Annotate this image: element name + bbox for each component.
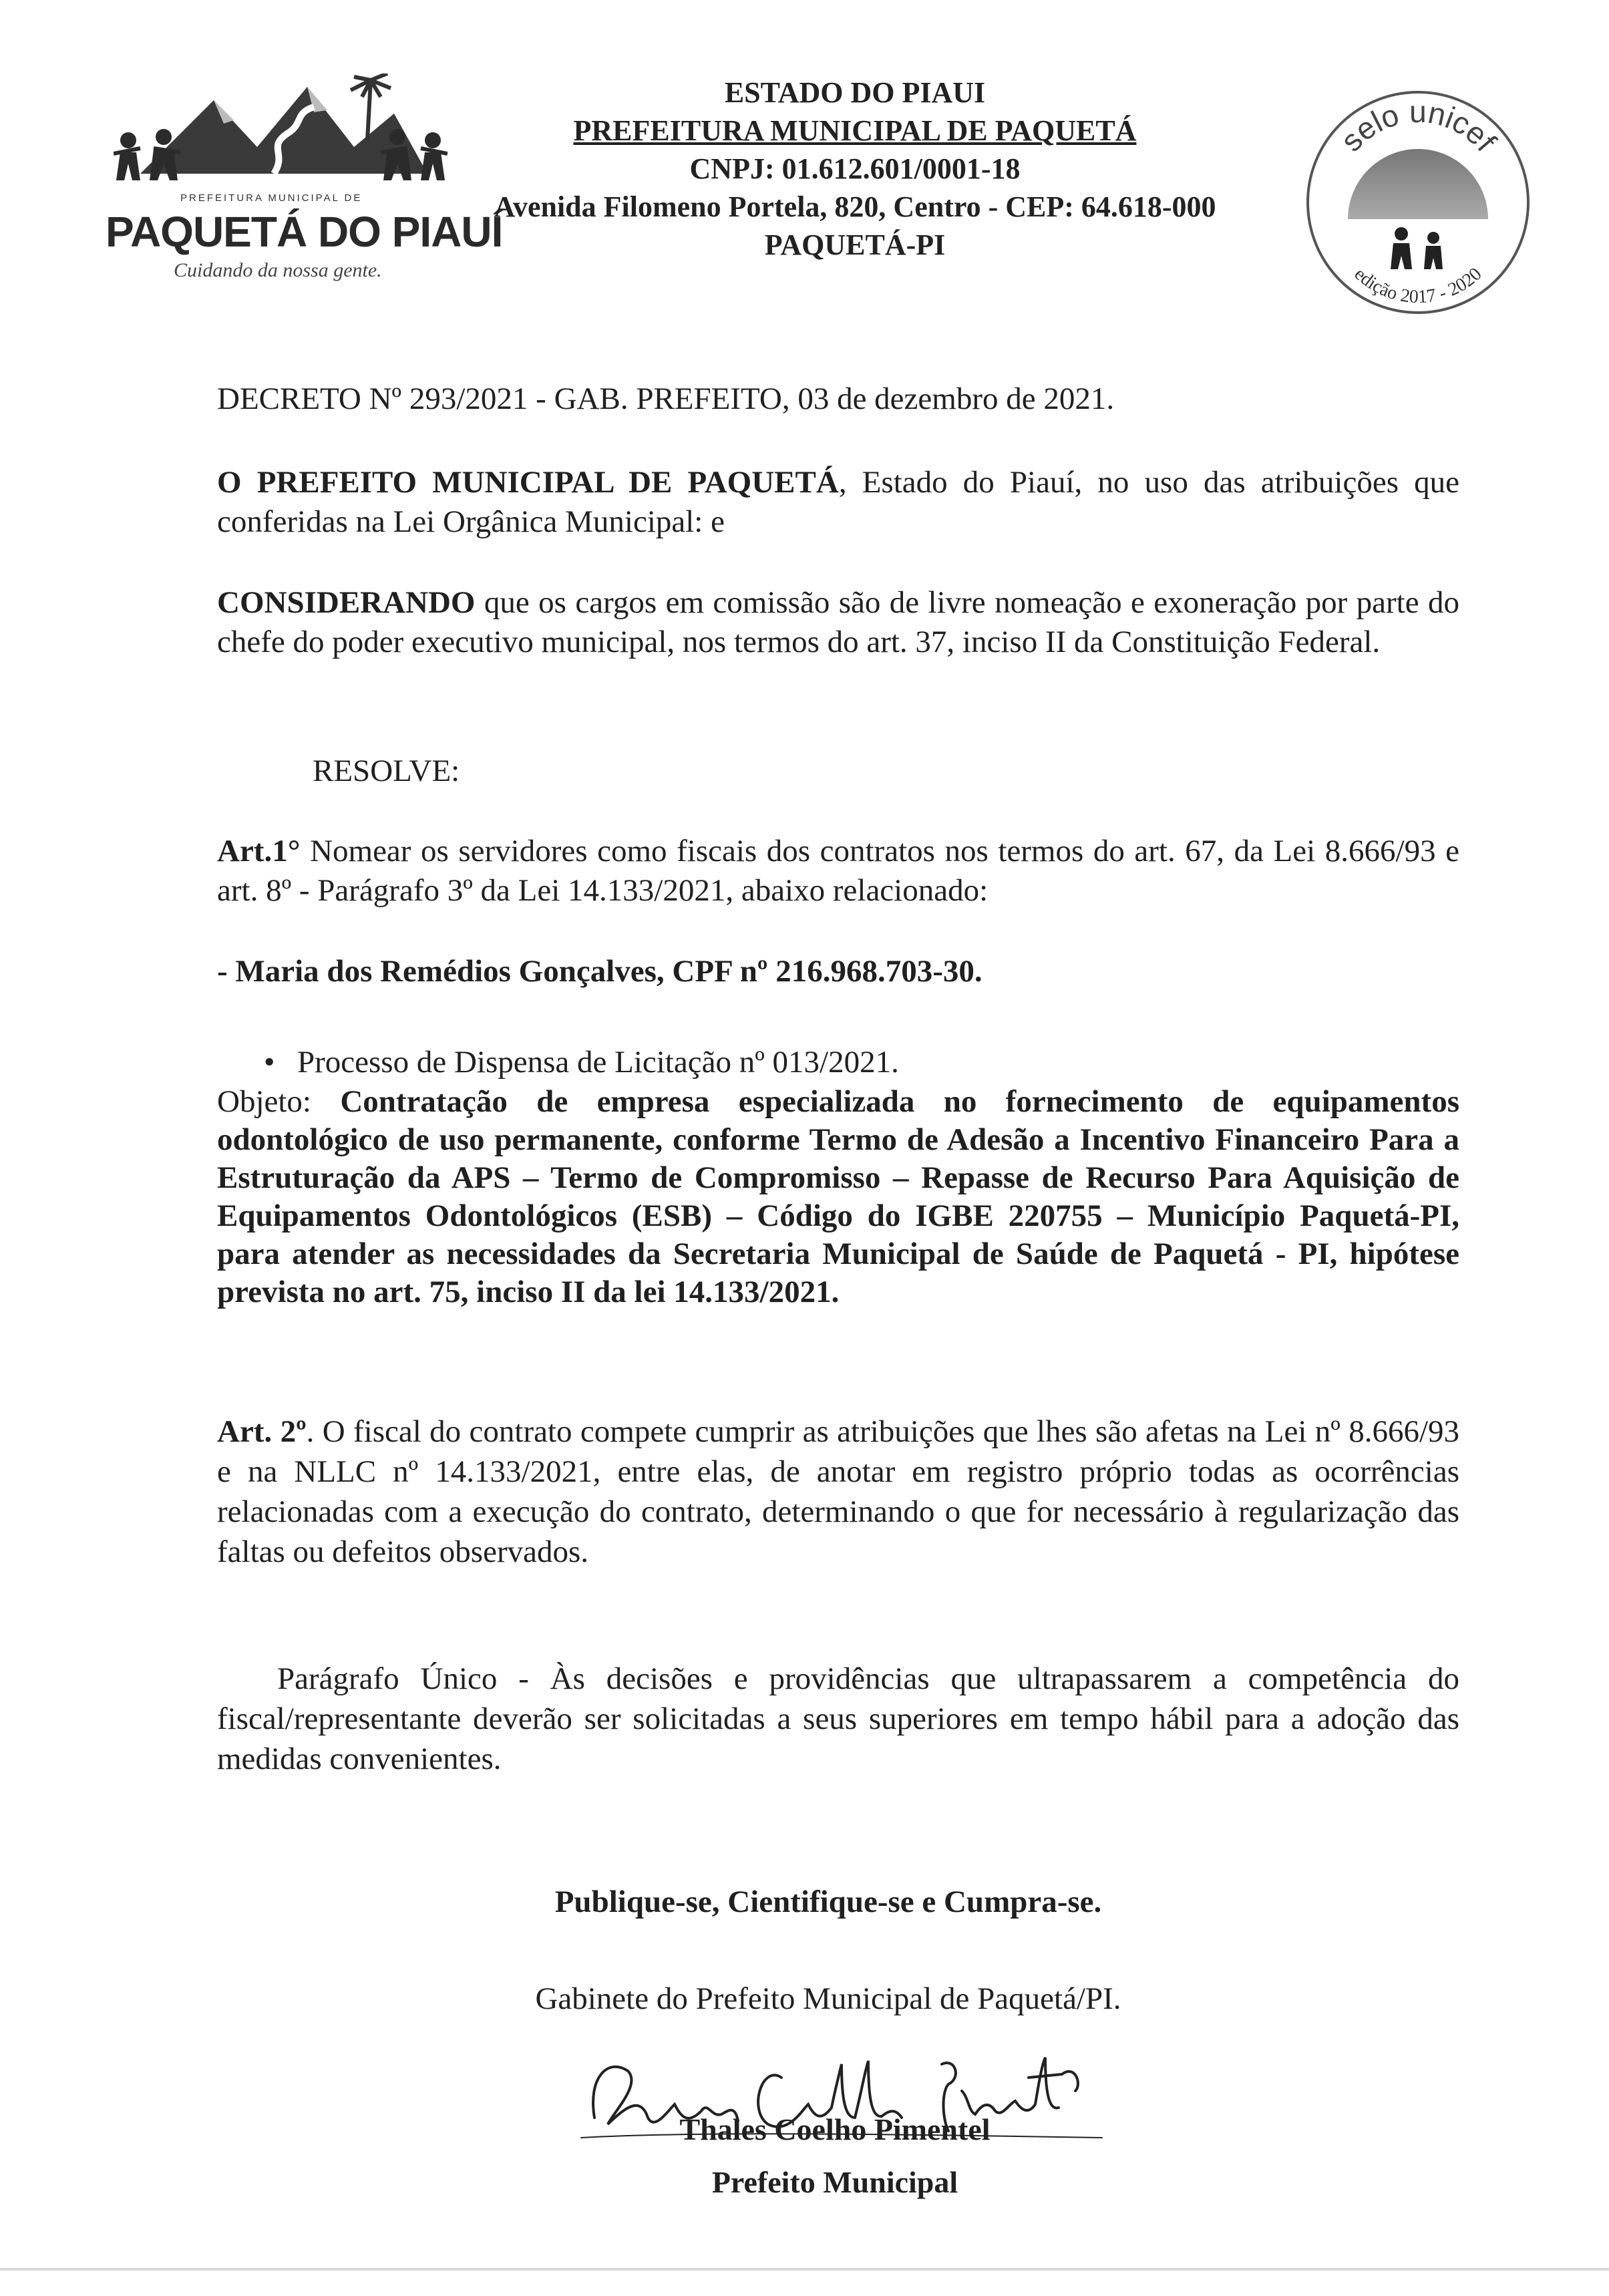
article-1-bold: Art.1° [217,834,301,868]
logo-title: PAQUETÁ DO PIAUÍ [106,208,503,256]
objeto-text: Contratação de empresa especializada no fornecimento de equipamentos odontológico de uso permanente, conforme Termo de Adesão a Incentivo Financeiro Para a Estruturação da APS – Termo de Compromisso – Repasse de Recurso Para Aquisição de Equipamentos Odontológicos (ESB) – Código do IGBE 220755 – Município Paquetá-PI, para atender as necessidades da Secretaria Municipal de Saúde de Paquetá - PI, hipótese prevista no art. 75, inciso II da lei 14.133/2021. [217,1084,1459,1309]
logo-subtitle: PREFEITURA MUNICIPAL DE [180,192,363,204]
article-1-text: Nomear os servidores como fiscais dos contratos nos termos do art. 67, da Lei 8.666/93 e art. 8º - Parágrafo 3º da Lei 14.133/2021, abaixo relacionado: [217,834,1459,908]
article-2 [217,1412,1459,1572]
article-2-bold: Art. 2º [217,1414,307,1449]
bullet-item [264,1044,899,1080]
objeto-paragraph [217,1083,1459,1311]
header-prefeitura: PREFEITURA MUNICIPAL DE PAQUETÁ [573,114,1137,147]
svg-text:selo unicef [1334,94,1503,158]
bullet-dot-icon: • [264,1045,275,1080]
header-cnpj: CNPJ: 01.612.601/0001-18 [689,152,1021,185]
signer-role: Prefeito Municipal [711,2165,958,2199]
considerando-bold: CONSIDERANDO [217,585,476,620]
considerando-text: que os cargos em comissão são de livre nomeação e exoneração por parte do chefe do poder executivo municipal, nos termos do art. 37, inciso II da Constituição Federal. [217,585,1459,659]
bottom-edge-line [0,2268,1609,2271]
unicef-seal-icon [1301,86,1535,319]
letterhead [454,73,1256,264]
article-1 [217,832,1459,911]
seal-top-text: selo unicef [1333,94,1503,158]
header-state: ESTADO DO PIAUI [724,76,986,109]
resolve-heading: RESOLVE: [313,754,460,788]
header-city: PAQUETÁ-PI [764,228,946,261]
gabinete-line: Gabinete do Prefeito Municipal de Paquetá/PI. [535,1981,1121,2016]
header-address: Avenida Filomeno Portela, 820, Centro - CEP: 64.618-000 [494,190,1216,223]
mountain-people-logo-icon [114,73,448,194]
objeto-label: Objeto: [217,1084,341,1119]
logo-tagline: Cuidando da nossa gente. [174,259,382,281]
article-2-text: . O fiscal do contrato compete cumprir as atribuições que lhes são afetas na Lei nº 8.666/93 e na NLLC nº 14.133/2021, entre elas, de anotar em registro próprio todas as ocorrências relacionadas com a execução do contrato, determinando o que for necessário à regularização das faltas ou defeitos observados. [217,1414,1459,1569]
publique-line: Publique-se, Cientifique-se e Cumpra-se. [554,1884,1102,1919]
municipal-logo [100,73,503,287]
seal-bottom-text: edição 2017 - 2020 [1350,263,1486,308]
servidor-line: - Maria dos Remédios Gonçalves, CPF nº 216.968.703-30. [217,954,982,989]
considerando-paragraph [217,583,1459,662]
intro-text: , Estado do Piauí, no uso das atribuições que conferidas na Lei Orgânica Municipal: e [217,465,1459,539]
intro-bold: O PREFEITO MUNICIPAL DE PAQUETÁ [217,465,839,500]
decree-title: DECRETO Nº 293/2021 - GAB. PREFEITO, 03 de dezembro de 2021. [217,381,1115,416]
paragrafo-unico: Parágrafo Único - Às decisões e providências que ultrapassarem a competência do fiscal/representante deverão ser solicitadas a seus superiores em tempo hábil para a adoção das medidas convenientes. [217,1661,1459,1776]
signer-name: Thales Coelho Pimentel [679,2112,991,2146]
bullet-text: Processo de Dispensa de Licitação nº 013/2021. [297,1045,899,1080]
intro-paragraph [217,463,1459,542]
